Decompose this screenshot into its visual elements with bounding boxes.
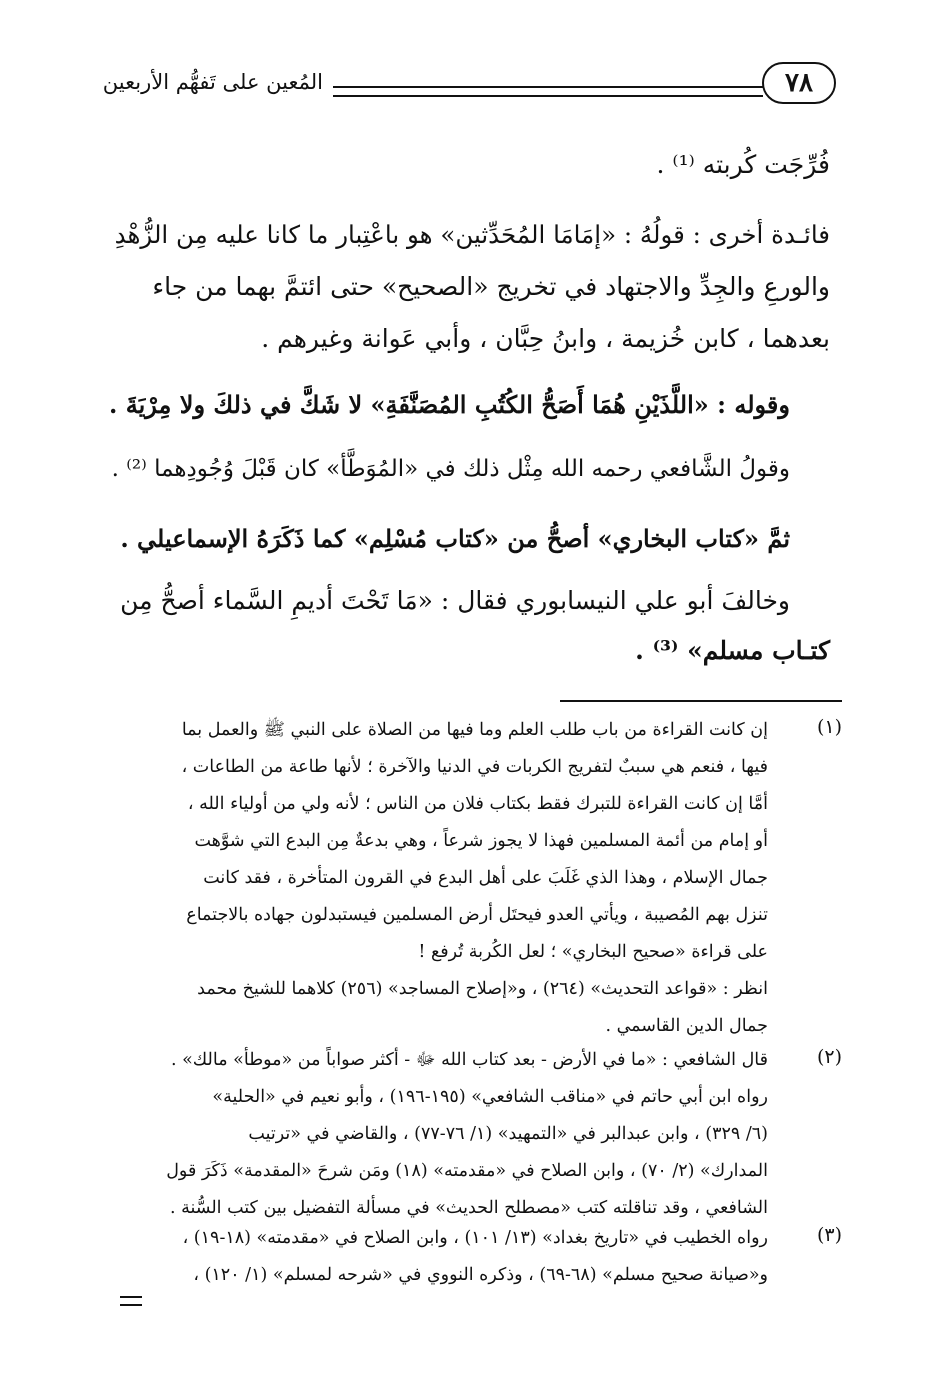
footnote-line: جمال الدين القاسمي . bbox=[605, 1016, 768, 1036]
footnote-number: (٣) bbox=[816, 1224, 842, 1246]
body-line: كتـاب مسلم» ⁽³⁾ . bbox=[635, 636, 830, 665]
body-line: فائـدة أخرى : قولُهُ : «إمَامَا المُحَدِّثين» هو باعْتِبار ما كانا عليه مِن الزُّهْدِ bbox=[114, 220, 830, 249]
body-line: وقوله : «اللَّذَيْنِ هُمَا أَصَحُّ الكُتُبِ المُصَنَّفَةِ» لا شَكَّ في ذلكَ ولا مِرْيَةَ . bbox=[109, 390, 790, 419]
header-rule bbox=[333, 86, 763, 97]
footnote-line: إن كانت القراءة من باب طلب العلم وما فيها من الصلاة على النبي ﷺ والعمل بما bbox=[181, 720, 768, 740]
body-line: ثمَّ «كتاب البخاري» أصحُّ من «كتاب مُسْلِم» كما ذَكَرَهُ الإسماعيلي . bbox=[120, 524, 790, 553]
footnote-line: تنزل بهم المُصيبة ، ويأتي العدو فيحتَل أرض المسلمين فيستبدلون جهاده بالاجتماع bbox=[186, 905, 768, 925]
footnote-line: و«صيانة صحيح مسلم» (٦٨-٦٩) ، وذكره النووي في «شرحه لمسلم» (١/ ١٢٠) ، bbox=[193, 1265, 768, 1285]
body-line: والورعِ والجِدِّ والاجتهاد في تخريج «الصحيح» حتى ائتمَّ بهما من جاء bbox=[152, 272, 830, 301]
body-line: وخالفَ أبو علي النيسابوري فقال : «مَا تَحْتَ أديمِ السَّماء أصحُّ مِن bbox=[120, 586, 790, 615]
body-line: وقولُ الشَّافعي رحمه الله مِثْل ذلك في «المُوَطَّأ» كان قَبْلَ وُجُودِهما ⁽²⁾ . bbox=[111, 456, 790, 482]
footnote-line: أو إمام من أئمة المسلمين فهذا لا يجوز شرعاً ، وهي بدعةٌ مِن البدع التي شوَّهت bbox=[194, 831, 768, 851]
body-line: بعدهما ، كابن خُزيمة ، وابنُ حِبَّان ، وأبي عَوانة وغيرهم . bbox=[261, 324, 830, 353]
footnote-line: أمَّا إن كانت القراءة للتبرك فقط بكتاب فلان من الناس ؛ لأنه ولي من أولياء الله ، bbox=[187, 794, 768, 814]
footnote-line: انظر : «قواعد التحديث» (٢٦٤) ، و«إصلاح المساجد» (٢٥٦) كلاهما للشيخ محمد bbox=[197, 979, 768, 999]
body-line: فُرِّجَت كُربته ⁽¹⁾ . bbox=[656, 150, 830, 179]
footnote-line: (٦/ ٣٢٩) ، وابن عبدالبر في «التمهيد» (١/ ٧٦-٧٧) ، والقاضي في «ترتيب bbox=[248, 1124, 768, 1144]
footnote-line: قال الشافعي : «ما في الأرض - بعد كتاب الله ﷻ - أكثر صواباً من «موطأ» مالك» . bbox=[170, 1050, 768, 1070]
continuation-mark bbox=[120, 1296, 142, 1306]
footnote-line: المدارك» (٢/ ٧٠) ، وابن الصلاح في «مقدمته» (١٨) ومَن شرحَ «المقدمة» ذَكَرَ قول bbox=[166, 1161, 768, 1181]
footnote-line: على قراءة «صحيح البخاري» ؛ لعل الكُربة تُرفع ! bbox=[418, 942, 768, 962]
footnote-number: (٢) bbox=[816, 1046, 842, 1068]
footnote-line: الشافعي ، وقد تناقلته كتب «مصطلح الحديث» في مسألة التفضيل بين كتب السُّنة . bbox=[169, 1198, 768, 1218]
footnote-line: رواه الخطيب في «تاريخ بغداد» (١٣/ ١٠١) ، وابن الصلاح في «مقدمته» (١٨-١٩) ، bbox=[182, 1228, 768, 1248]
footnote-line: جمال الإسلام ، وهذا الذي غَلَبَ على أهل البدع في القرون المتأخرة ، فقد كانت bbox=[203, 868, 768, 888]
footnote-line: رواه ابن أبي حاتم في «مناقب الشافعي» (١٩٥-١٩٦) ، وأبو نعيم في «الحلية» bbox=[212, 1087, 768, 1107]
footnote-separator bbox=[560, 700, 842, 702]
footnote-number: (١) bbox=[816, 716, 842, 738]
footnote-line: فيها ، فنعم هي سببٌ لتفريج الكربات في الدنيا والآخرة ؛ لأنها طاعة من الطاعات ، bbox=[181, 757, 768, 777]
page-number: ٧٨ bbox=[762, 62, 836, 104]
running-title: المُعين على تَفهُّم الأربعين bbox=[102, 70, 323, 94]
